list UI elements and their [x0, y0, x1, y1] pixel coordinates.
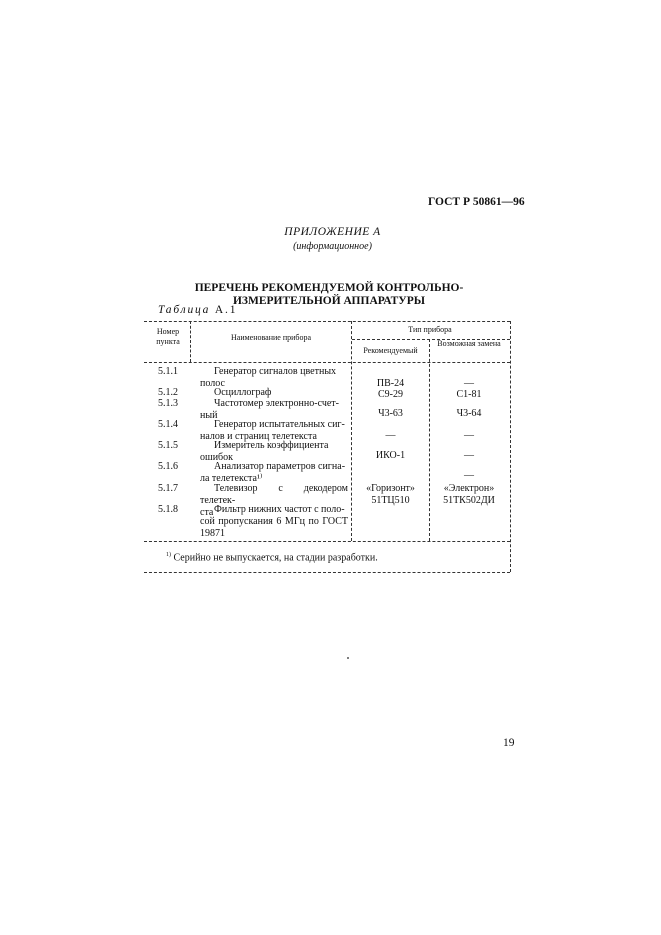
- row-num: 5.1.5: [158, 440, 178, 451]
- page-number: 19: [503, 737, 515, 749]
- document-code: ГОСТ Р 50861—96: [428, 196, 525, 208]
- header-name: Наименование прибора: [230, 333, 312, 342]
- row-recommended: —: [385, 430, 396, 441]
- row-alternative: —: [464, 378, 474, 389]
- row-num: 5.1.1: [158, 366, 178, 377]
- col-divider-num: [190, 321, 191, 362]
- row-name-rest: ный: [200, 410, 218, 421]
- header-type: Тип прибора: [408, 325, 452, 334]
- footnote-text: Серийно не выпускается, на стадии разработки.: [173, 552, 378, 564]
- table-bottom-border: [144, 572, 510, 573]
- row-name-rest: полос: [200, 378, 225, 389]
- row-name-line1: Генератор сигналов цветных: [214, 366, 337, 377]
- row-name-line1: Осциллограф: [214, 387, 272, 398]
- row-num: 5.1.2: [158, 387, 178, 398]
- appendix-note: (информационное): [293, 241, 372, 252]
- row-name-rest: сой пропускания 6 МГц по ГОСТ 19871: [200, 516, 348, 539]
- table-right-border: [510, 321, 511, 572]
- row-name-rest: налов и страниц телетекста: [200, 431, 317, 442]
- row-alternative: —: [464, 430, 474, 441]
- row-name-line1: Измеритель коэффициента: [214, 440, 329, 451]
- row-name-line1: Генератор испытательных сиг-: [214, 419, 345, 430]
- row-name-rest: ошибок: [200, 452, 233, 463]
- row-name-line1: Анализатор параметров сигна-: [214, 461, 346, 472]
- scan-speck: [347, 657, 349, 659]
- row-num: 5.1.4: [158, 419, 178, 430]
- row-num: 5.1.8: [158, 504, 178, 515]
- table-top-border: [144, 321, 510, 322]
- table-label: [158, 304, 237, 316]
- table-label-word: Таблица: [158, 304, 211, 316]
- row-alternative: —: [464, 470, 474, 481]
- row-num: 5.1.6: [158, 461, 178, 472]
- row-recommended: С9-29: [378, 389, 403, 400]
- header-recommended: Рекомендуемый: [363, 346, 418, 355]
- header-num: Номер пункта: [156, 327, 180, 346]
- row-num: 5.1.3: [158, 398, 178, 409]
- footnote-mark: 1): [166, 552, 171, 558]
- row-name: [200, 461, 348, 485]
- row-name-rest: ла телетекста¹⁾: [200, 473, 263, 484]
- row-recommended: Ч3-63: [378, 408, 403, 419]
- row-alternative: —: [464, 450, 474, 461]
- row-recommended: ПВ-24: [376, 378, 405, 389]
- list-title: ПЕРЕЧЕНЬ РЕКОМЕНДУЕМОЙ КОНТРОЛЬНО-ИЗМЕРИТЕЛЬНОЙ АППАРАТУРЫ: [194, 282, 464, 307]
- row-name-rest: ста: [200, 507, 214, 518]
- header-alternative: Возможная замена: [437, 339, 501, 348]
- appendix-title: ПРИЛОЖЕНИЕ А: [284, 226, 381, 238]
- row-name-line1: Частотомер электронно-счет-: [214, 398, 339, 409]
- row-alternative: «Электрон» 51ТК502ДИ: [443, 483, 495, 506]
- row-name-line1: Телевизор с декодером телетек-: [200, 483, 348, 506]
- header-bottom-border: [144, 362, 510, 363]
- row-recommended: «Горизонт» 51ТЦ510: [366, 483, 415, 506]
- row-recommended: ИКО-1: [375, 450, 406, 461]
- row-name-line1: Фильтр нижних частот с поло-: [214, 504, 345, 515]
- table-footnote: [166, 552, 378, 563]
- table-label-number: А.1: [214, 304, 238, 316]
- row-alternative: С1-81: [456, 389, 482, 400]
- row-alternative: Ч3-64: [456, 408, 482, 419]
- row-name: [200, 504, 348, 540]
- row-num: 5.1.7: [158, 483, 178, 494]
- table-body-bottom-border: [144, 541, 510, 542]
